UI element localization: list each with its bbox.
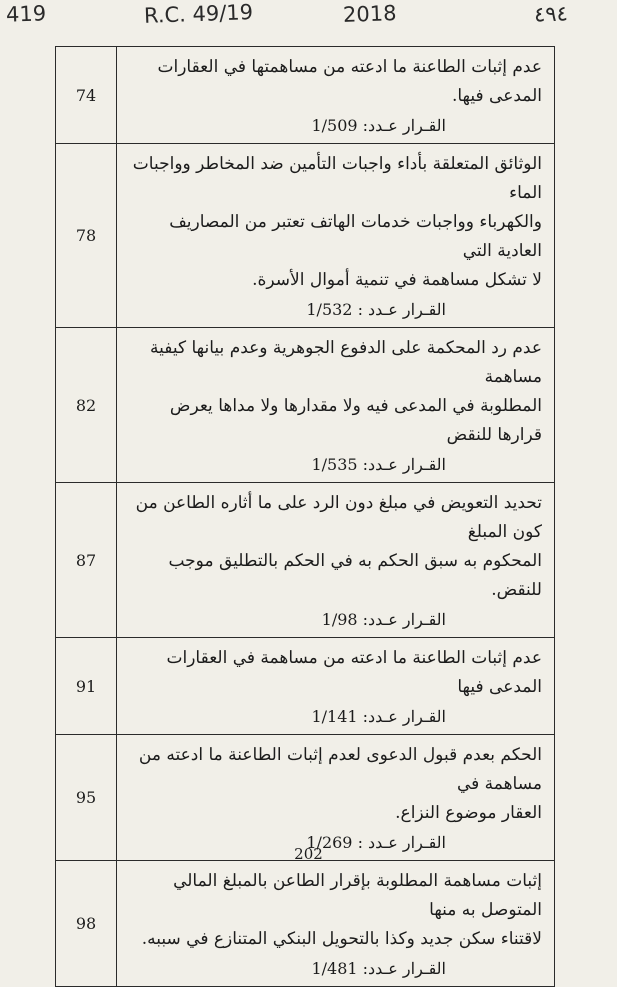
ruling-text: الوثائق المتعلقة بأداء واجبات التأمين ضد المخاطر وواجبات الماء والكهرباء وواجبات خدمات الهاتف تعتبر من المصاريف العادية التي لا تشكل مساهمة في تنمية أموال الأسرة.	[132, 154, 542, 290]
decision-number: القـرار عـدد: 1/98	[321, 610, 446, 629]
ruling-summary-cell	[117, 483, 555, 638]
table-row	[56, 144, 555, 328]
ruling-summary-cell	[117, 735, 555, 861]
ruling-text: عدم إثبات الطاعنة ما ادعته من مساهمة في العقارات المدعى فيها	[166, 648, 542, 697]
decision-number: القـرار عـدد: 1/481	[311, 959, 446, 978]
ruling-text: عدم رد المحكمة على الدفوع الجوهرية وعدم بيانها كيفية مساهمة المطلوبة في المدعى فيه ولا مقدارها ولا مداها يعرض قرارها للنقض	[150, 338, 542, 445]
ruling-text: الحكم بعدم قبول الدعوى لعدم إثبات الطاعنة ما ادعته من مساهمة في العقار موضوع النزاع.	[138, 745, 542, 823]
page-number: 202	[294, 845, 323, 863]
ruling-summary-cell	[117, 861, 555, 987]
decision-number: القـرار عـدد: 1/141	[311, 707, 446, 726]
handwritten-year: 2018	[342, 1, 397, 27]
table-row	[56, 483, 555, 638]
ruling-summary-cell	[117, 328, 555, 483]
table-row	[56, 47, 555, 144]
page-ref-number: 98	[56, 861, 117, 987]
decision-number: القـرار عـدد: 1/535	[311, 455, 446, 474]
table-row	[56, 861, 555, 987]
ruling-summary-cell	[117, 47, 555, 144]
handwritten-page-mark-left: 419	[5, 1, 47, 27]
page-ref-number: 91	[56, 638, 117, 735]
handwritten-reference: R.C. 49/19	[143, 0, 254, 28]
page-ref-number: 74	[56, 47, 117, 144]
table-row	[56, 328, 555, 483]
ruling-summary-cell	[117, 144, 555, 328]
table-row	[56, 638, 555, 735]
decision-number: القـرار عـدد : 1/532	[306, 300, 446, 319]
page-ref-number: 78	[56, 144, 117, 328]
page-ref-number: 87	[56, 483, 117, 638]
handwritten-page-mark-right: ٤٩٤	[533, 1, 569, 27]
ruling-text: إثبات مساهمة المطلوبة بإقرار الطاعن بالمبلغ المالي المتوصل به منها لاقتناء سكن جديد وكذا بالتحويل البنكي المتنازع في سببه.	[141, 871, 542, 949]
page-ref-number: 95	[56, 735, 117, 861]
ruling-summary-cell	[117, 638, 555, 735]
ruling-text: تحديد التعويض في مبلغ دون الرد على ما أثاره الطاعن من كون المبلغ المحكوم به سبق الحكم به في الحكم بالتطليق موجب للنقض.	[135, 493, 542, 600]
decision-number: القـرار عـدد : 1/269	[306, 833, 446, 852]
table-row	[56, 735, 555, 861]
page-ref-number: 82	[56, 328, 117, 483]
ruling-text: عدم إثبات الطاعنة ما ادعته من مساهمتها في العقارات المدعى فيها.	[157, 57, 542, 106]
decision-number: القـرار عـدد: 1/509	[311, 116, 446, 135]
